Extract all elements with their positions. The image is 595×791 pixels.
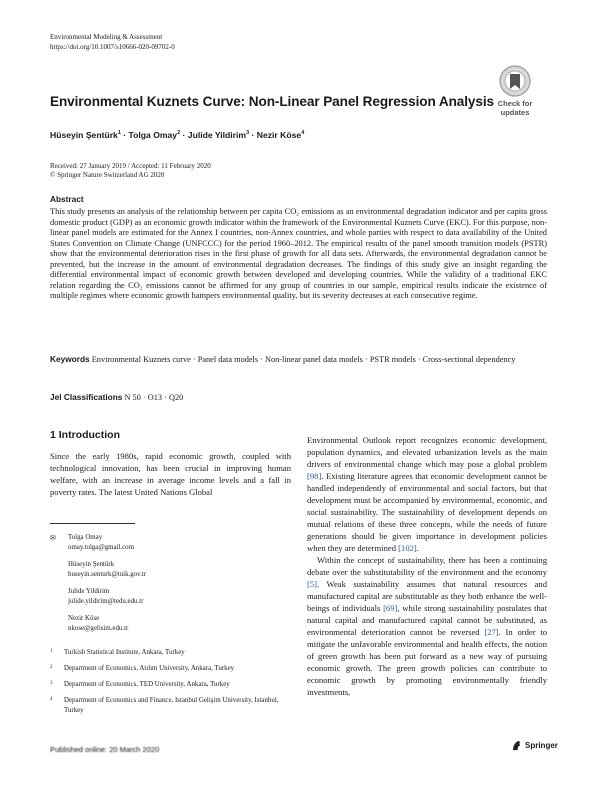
published-online-date: Published online: 20 March 2020 (50, 745, 160, 754)
contact-email[interactable]: omay.tolga@gmail.com (68, 544, 134, 551)
intro-right-column (307, 434, 547, 698)
affiliation-item (50, 648, 291, 658)
author-separator: · (180, 129, 188, 140)
received-accepted-dates: Received: 27 January 2019 / Accepted: 11 February 2020 (50, 162, 211, 170)
journal-name: Environmental Modeling & Assessment (50, 33, 163, 41)
affiliation-text: Department of Economics and Finance, Istanbul Gelişim University, Istanbul, Turkey (64, 697, 279, 714)
citation-link[interactable]: [5] (307, 579, 318, 589)
keywords (50, 354, 547, 366)
affiliation-text: Department of Economics, Atılım University, Ankara, Turkey (64, 665, 235, 672)
abstract-text: This study presents an analysis of the relationship between per capita CO₂ emissions as an environmental degradation indicator and per capita gross domestic product (GDP) as an economic growth indicator within the framework of the Environmental Kuznets Curve (EKC). For this purpose, non-linear panel models are estimated for the Annex I countries, non-Annex countries, and whole parties with respect to data availability of the United States Convention on Climate Change (UNFCCC) for the period 1960–2012. The empirical results of the panel smooth transition models (PSTR) show that the environmental deterioration rises in the first phase of growth for all data sets. Afterwards, the environmental degradation cannot be prevented, but the increase in the amount of environmental degradation decreases. The findings of this study give an insight regarding the differential environmental impact of economic growth between developed and developing countries. While the validity of a traditional EKC relation regarding the CO₂ emissions cannot be affirmed for any group of countries in our sample, empirical results indicate the existence of multiple regimes where economic growth hampers environmental quality, but its severity decreases at each consecutive regime. (50, 207, 547, 300)
springer-logo (511, 740, 558, 751)
contact-name: Tolga Omay (68, 534, 103, 541)
springer-horse-icon (511, 740, 522, 751)
contact-email[interactable]: huseyin.senturk@tuik.gov.tr (68, 571, 147, 578)
contact-email[interactable]: nkose@gelisim.edu.tr (68, 625, 129, 632)
affiliation-item (50, 696, 291, 716)
contact-email[interactable]: julide.yildirim@tedu.edu.tr (68, 598, 144, 605)
citation-link[interactable]: [98] (307, 471, 322, 481)
intro-paragraph (307, 554, 547, 698)
author-affiliation-number: 1 (117, 130, 121, 136)
jel-label: Jel Classifications (50, 392, 123, 402)
paragraph-text: . Weak sustainability assumes that natural resources and manufactured capital are substitutable as they both enhance the well-beings of individuals (307, 579, 547, 613)
contact-entry (50, 614, 291, 634)
author-contacts (50, 533, 291, 641)
jel-text: N 50 · O13 · Q20 (124, 393, 184, 402)
affiliation-text: Department of Economics, TED University, Ankara, Turkey (64, 681, 230, 688)
author-separator: · (249, 129, 257, 140)
article-title: Environmental Kuznets Curve: Non-Linear Panel Regression Analysis (50, 94, 494, 109)
copyright-notice: © Springer Nature Switzerland AG 2020 (50, 171, 165, 179)
citation-link[interactable]: [69] (383, 603, 398, 613)
contact-name: Hüseyin Şentürk (68, 561, 115, 568)
author-name[interactable]: Tolga Omay (128, 129, 178, 140)
intro-paragraph (307, 434, 547, 554)
affiliations (50, 648, 291, 722)
author-affiliation-number: 2 (177, 130, 181, 136)
badge-line2: updates (500, 107, 530, 117)
keywords-label: Keywords (50, 354, 90, 364)
paragraph-text: . In order to mitigate the unfavorable environmental and health effects, the notion of green growth has been put forward as a new way of pursuing economic growth. The green growth policies can contribute to economic growth by promoting environmentally friendly investments, (307, 627, 547, 697)
paragraph-text: , while strong sustainability postulates that natural capital and manufactured capital cannot be substituted, as environmental deterioration cannot be reversed (307, 603, 547, 637)
affiliation-number: 3 (50, 681, 53, 686)
author-name[interactable]: Julide Yildirim (187, 129, 247, 140)
author-name[interactable]: Nezir Köse (256, 129, 302, 140)
badge-line1: Check for (497, 99, 533, 108)
paragraph-text: . Existing literature agrees that economic development cannot be handled independently of environmental and social factors, but that development must be accompanied by environmental, economic, and social sustainability. The sustainability of development depends on mutual relations of these three concepts, while the needs of future generations should be given importance in development policies when they are determined (307, 471, 547, 553)
affiliation-text: Turkish Statistical Institute, Ankara, Turkey (64, 649, 185, 656)
doi-link[interactable]: https://doi.org/10.1007/s10666-020-09702-0 (50, 43, 175, 51)
contact-entry (50, 533, 291, 553)
affiliation-number: 2 (50, 665, 53, 670)
paragraph-text: Within the concept of sustainability, there has been a continuing debate over the substitutability of the environment and the economy (307, 555, 547, 577)
envelope-icon: ✉ (50, 534, 56, 542)
keywords-text: Environmental Kuznets curve · Panel data models · Non-linear panel data models · PSTR models · Cross-sectional dependency (91, 355, 516, 364)
jel-classifications (50, 392, 183, 404)
contact-name: Nezir Köse (68, 615, 100, 622)
publisher-name: Springer (525, 741, 558, 750)
affiliation-number: 4 (50, 697, 53, 702)
author-affiliation-number: 4 (301, 130, 305, 136)
affiliation-item (50, 664, 291, 674)
intro-left-column-text: Since the early 1980s, rapid economic growth, coupled with technological innovation, has been crucial in improving human welfare, with an increase in average income levels and a fall in poverty rates. The latest United Nations Global (50, 451, 291, 497)
citation-link[interactable]: [102] (398, 543, 417, 553)
contact-entry (50, 587, 291, 607)
section-heading-introduction: 1 Introduction (50, 429, 120, 441)
paragraph-text: . (416, 543, 419, 553)
bookmark-icon (489, 64, 541, 102)
affiliation-item (50, 680, 291, 690)
author-name[interactable]: Hüseyin Şentürk (50, 129, 118, 140)
footnote-divider (50, 523, 135, 524)
check-for-updates-badge[interactable] (489, 64, 541, 122)
paragraph-text: Environmental Outlook report recognizes economic development, population dynamics, and elevated urbanization levels as the main drivers of environmental change which may pose a global problem (307, 435, 547, 469)
contact-entry (50, 560, 291, 580)
affiliation-number: 1 (50, 649, 53, 654)
contact-name: Julide Yildirim (68, 588, 110, 595)
citation-link[interactable]: [27] (484, 627, 499, 637)
author-separator: · (120, 129, 129, 140)
author-list (50, 128, 304, 141)
author-affiliation-number: 3 (246, 130, 250, 136)
abstract-heading: Abstract (50, 194, 84, 204)
